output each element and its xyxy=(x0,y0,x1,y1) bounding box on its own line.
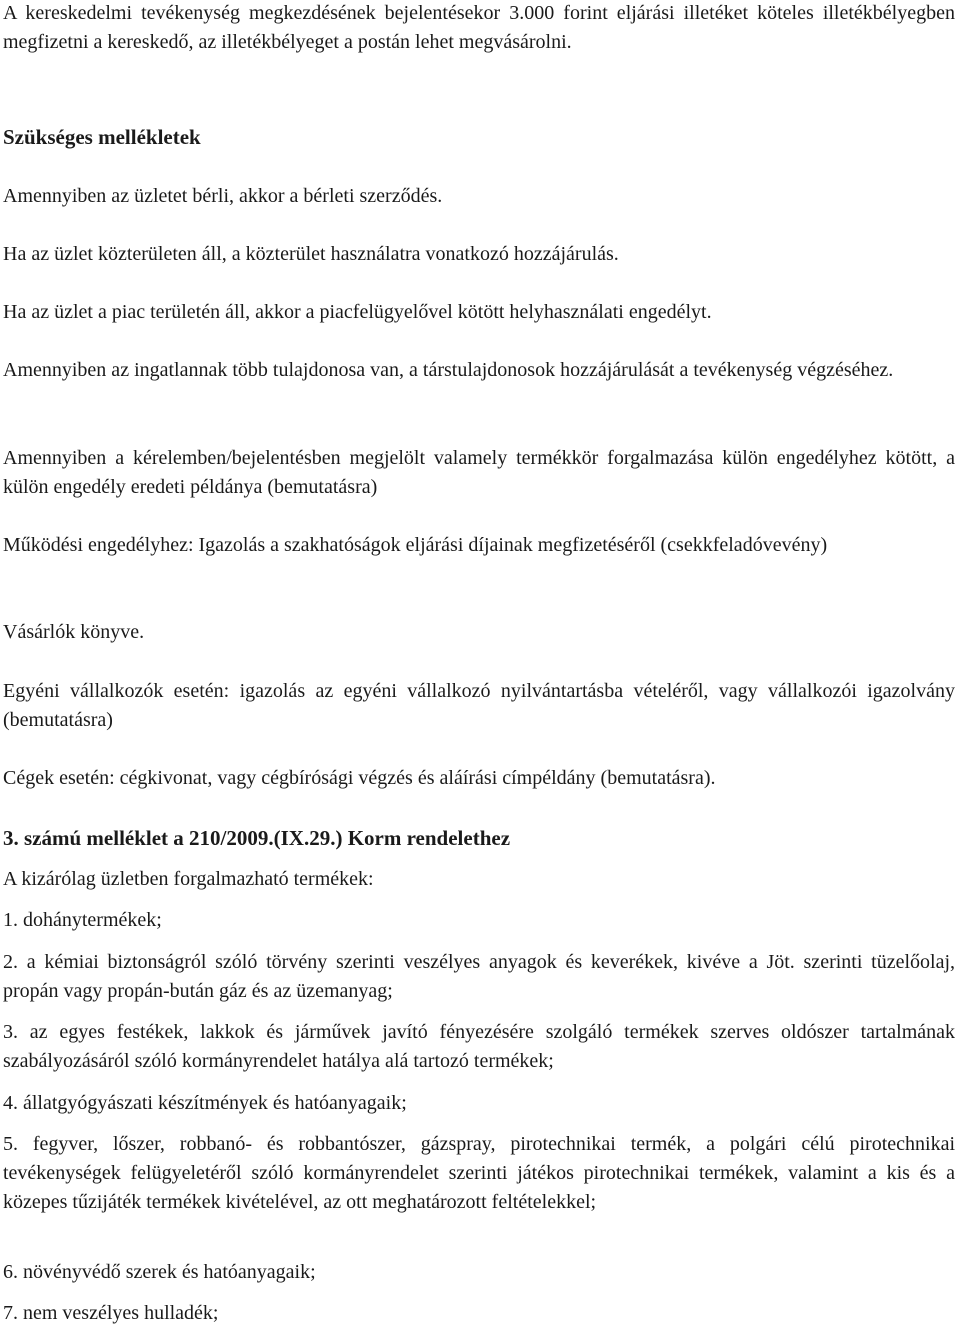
attachment-item: Amennyiben a kérelemben/bejelentésben megjelölt valamely termékkör forgalmazása külön engedélyhez kötött, a külön engedély eredeti példánya (bemutatásra) xyxy=(3,447,955,498)
intro-paragraph: A kereskedelmi tevékenység megkezdésének bejelentésekor 3.000 forint eljárási illetéket köteles illetékbélyegben megfizetni a kereskedő, az illetékbélyeget a postán lehet megvásárolni. xyxy=(3,2,955,53)
attachment-item: Ha az üzlet közterületen áll, a közterület használatra vonatkozó hozzájárulás. xyxy=(3,243,619,265)
attachment-item: Működési engedélyhez: Igazolás a szakhatóságok eljárási díjainak megfizetéséről (csekkfeladóvevény) xyxy=(3,534,828,556)
annex-item: 6. növényvédő szerek és hatóanyagaik; xyxy=(3,1261,316,1283)
annex-item: 1. dohánytermékek; xyxy=(3,909,162,931)
annex-item: 2. a kémiai biztonságról szóló törvény szerinti veszélyes anyagok és keverékek, kivéve a Jöt. szerinti tüzelőolaj, propán vagy propán-bután gáz és az üzemanyag; xyxy=(3,951,955,1002)
attachments-title: Szükséges mellékletek xyxy=(3,125,201,149)
attachment-item: Vásárlók könyve. xyxy=(3,621,145,643)
attachment-item: Amennyiben az üzletet bérli, akkor a bérleti szerződés. xyxy=(3,185,443,207)
annex-item: 7. nem veszélyes hulladék; xyxy=(3,1302,219,1324)
annex-item: 3. az egyes festékek, lakkok és járművek javító fényezésére szolgáló termékek szerves oldószer tartalmának szabályozásáról szóló kormányrendelet hatálya alá tartozó termékek; xyxy=(3,1021,955,1072)
annex-title: 3. számú melléklet a 210/2009.(IX.29.) Korm rendelethez xyxy=(3,826,511,850)
attachment-item: Cégek esetén: cégkivonat, vagy cégbírósági végzés és aláírási címpéldány (bemutatásra). xyxy=(3,767,716,789)
attachment-item: Ha az üzlet a piac területén áll, akkor a piacfelügyelővel kötött helyhasználati engedélyt. xyxy=(3,301,712,323)
attachment-item: Amennyiben az ingatlannak több tulajdonosa van, a társtulajdonosok hozzájárulását a tevékenység végzéséhez. xyxy=(3,359,894,381)
attachment-item: Egyéni vállalkozók esetén: igazolás az egyéni vállalkozó nyilvántartásba vételéről, vagy vállalkozói igazolvány (bemutatásra) xyxy=(3,680,955,731)
annex-subtitle: A kizárólag üzletben forgalmazható termékek: xyxy=(3,868,374,890)
annex-item: 4. állatgyógyászati készítmények és hatóanyagaik; xyxy=(3,1092,407,1114)
annex-item: 5. fegyver, lőszer, robbanó- és robbantószer, gázspray, pirotechnikai termék, a polgári célú pirotechnikai tevékenységek felügyeletéről szóló kormányrendelet szerinti játékos pirotechnikai termékek, valamint a kis és a közepes tűzijáték termékek kivételével, az ott meghatározott feltételekkel; xyxy=(3,1133,955,1213)
